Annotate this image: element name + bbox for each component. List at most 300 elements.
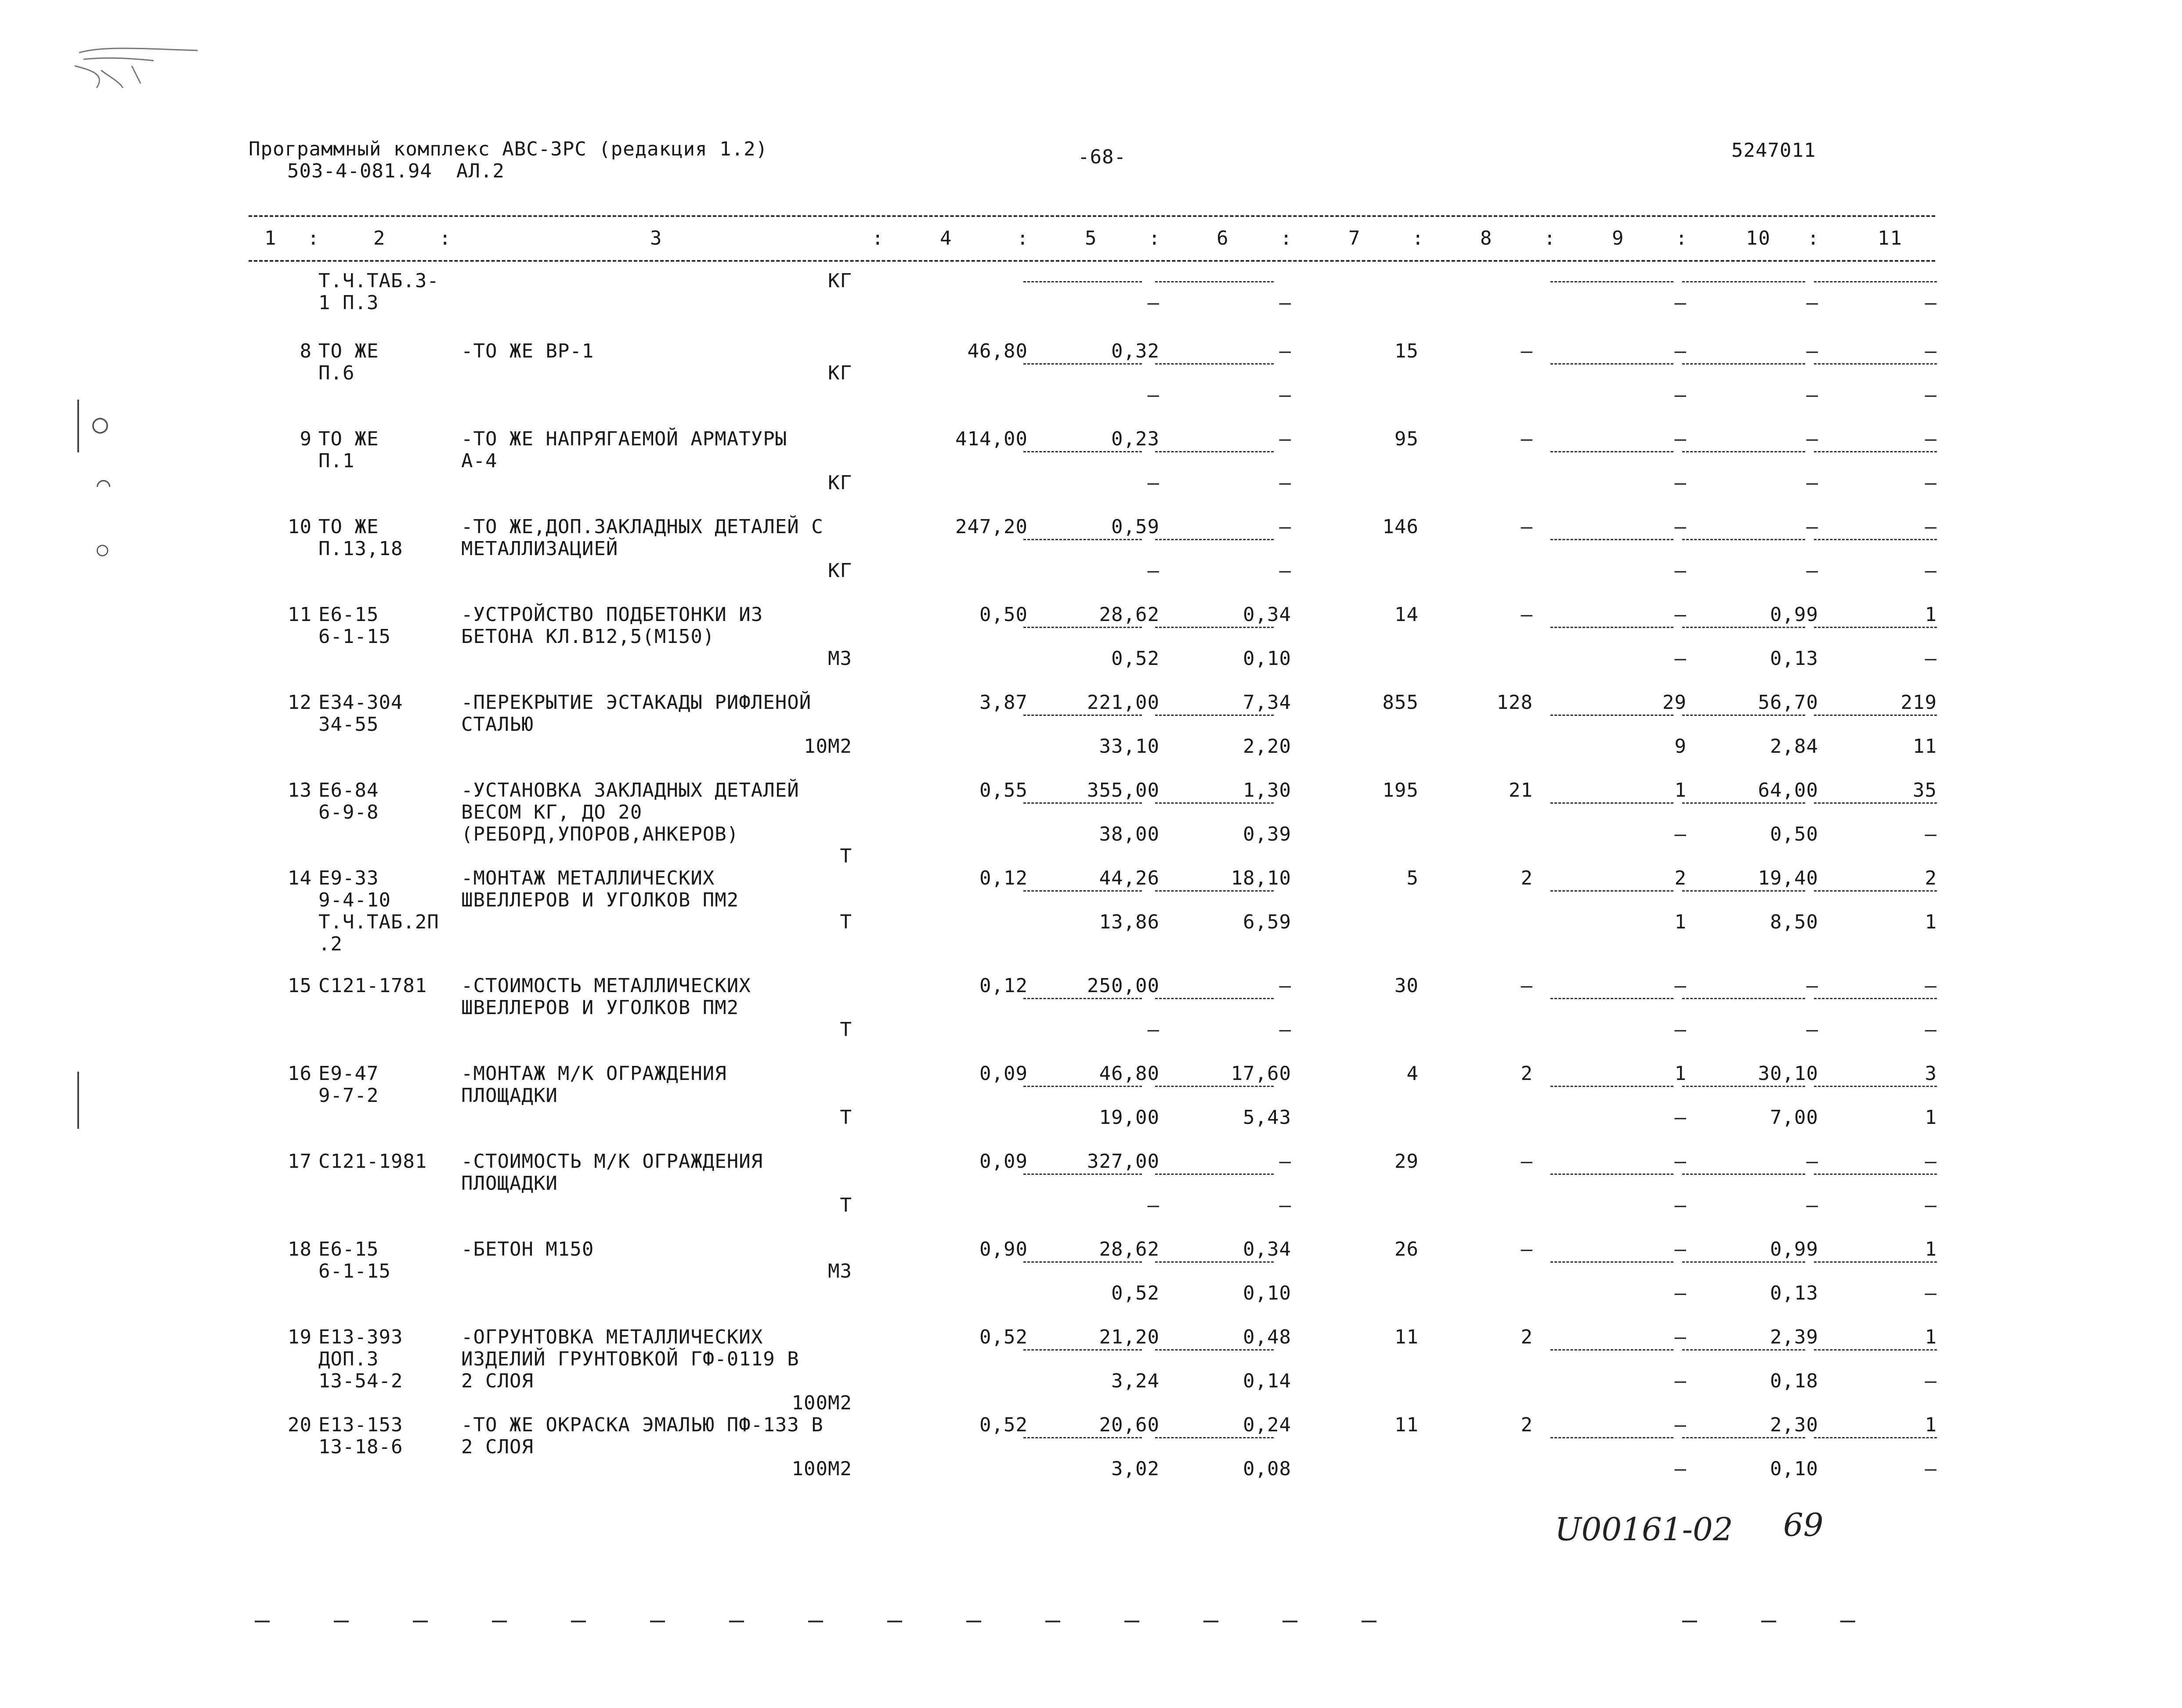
sub-value-c6: – <box>1279 1194 1291 1217</box>
value-c11: 35 <box>1913 779 1937 802</box>
value-divider <box>1682 451 1805 452</box>
row-unit: Т <box>840 1106 852 1129</box>
value-c9: 2 <box>1674 867 1687 889</box>
value-c9: – <box>1674 340 1687 362</box>
sub-value-c11: – <box>1925 292 1937 314</box>
value-qty: 0,55 <box>979 779 1028 802</box>
row-code: Т.Ч.ТАБ.2П <box>318 911 439 933</box>
sub-value-c9: – <box>1674 1018 1687 1041</box>
sub-value-c10: 0,10 <box>1770 1458 1818 1480</box>
value-divider <box>1550 1086 1673 1087</box>
column-separator: : <box>1017 227 1030 249</box>
column-header: 4 <box>940 227 953 249</box>
row-name: ПЛОЩАДКИ <box>461 1084 558 1107</box>
row-code: П.13,18 <box>318 538 403 560</box>
value-c11: 3 <box>1925 1062 1937 1085</box>
value-divider <box>1814 998 1937 999</box>
value-c9: – <box>1674 516 1687 538</box>
sub-value-c5: 19,00 <box>1099 1106 1160 1129</box>
sub-value-c5: – <box>1147 560 1160 582</box>
footer-dash <box>808 1621 823 1622</box>
sub-value-c10: 7,00 <box>1770 1106 1818 1129</box>
sub-value-c6: – <box>1279 292 1291 314</box>
value-c7: 26 <box>1394 1238 1419 1260</box>
row-code: 6-1-15 <box>318 625 391 648</box>
value-c5: 20,60 <box>1099 1414 1160 1436</box>
row-unit: КГ <box>828 270 852 292</box>
sub-value-c10: – <box>1806 1194 1818 1217</box>
document-number: 5247011 <box>1731 139 1816 162</box>
value-c8: 2 <box>1521 867 1533 889</box>
row-number: 11 <box>288 603 312 626</box>
punch-hole-mark: ○ <box>92 408 108 439</box>
row-number: 14 <box>288 867 312 889</box>
value-c8: – <box>1521 516 1533 538</box>
footer-dash <box>334 1621 349 1622</box>
row-name: 2 СЛОЯ <box>461 1370 534 1392</box>
row-name: -МОНТАЖ М/К ОГРАЖДЕНИЯ <box>461 1062 727 1085</box>
value-c7: 4 <box>1406 1062 1419 1085</box>
column-separator: : <box>1807 227 1820 249</box>
column-header: 8 <box>1480 227 1493 249</box>
row-unit: Т <box>840 845 852 867</box>
value-c5: 44,26 <box>1099 867 1160 889</box>
sub-value-c10: – <box>1806 292 1818 314</box>
value-divider <box>1023 1086 1142 1087</box>
value-divider <box>1550 715 1673 716</box>
sub-value-c6: – <box>1279 560 1291 582</box>
value-divider <box>1550 451 1673 452</box>
value-c5: 327,00 <box>1087 1150 1160 1173</box>
column-separator: : <box>1280 227 1293 249</box>
row-number: 13 <box>288 779 312 802</box>
value-c8: – <box>1521 603 1533 626</box>
sub-value-c10: – <box>1806 1018 1818 1041</box>
value-divider <box>1155 1086 1274 1087</box>
footer-dash <box>1124 1621 1139 1622</box>
sub-value-c10: 8,50 <box>1770 911 1818 933</box>
value-c7: 15 <box>1394 340 1419 362</box>
value-c5: 0,23 <box>1111 428 1160 450</box>
row-code: ДОП.3 <box>318 1348 379 1370</box>
value-divider <box>1155 998 1274 999</box>
value-c8: – <box>1521 1238 1533 1260</box>
value-c9: – <box>1674 603 1687 626</box>
value-divider <box>1550 627 1673 628</box>
sub-value-c10: 0,13 <box>1770 1282 1818 1304</box>
value-c6: 0,34 <box>1243 1238 1291 1260</box>
row-name: СТАЛЬЮ <box>461 713 534 736</box>
row-name: -СТОИМОСТЬ МЕТАЛЛИЧЕСКИХ <box>461 975 751 997</box>
footer-dash <box>1203 1621 1218 1622</box>
sub-value-c11: – <box>1925 1194 1937 1217</box>
row-code: 9-4-10 <box>318 889 391 911</box>
value-c10: 2,39 <box>1770 1326 1818 1348</box>
value-c5: 28,62 <box>1099 603 1160 626</box>
margin-bar <box>77 1072 79 1129</box>
value-c11: – <box>1925 516 1937 538</box>
sub-value-c5: – <box>1147 384 1160 406</box>
value-c9: – <box>1674 1150 1687 1173</box>
value-c9: – <box>1674 1238 1687 1260</box>
value-divider <box>1550 1349 1673 1351</box>
value-c10: 0,99 <box>1770 603 1818 626</box>
value-c5: 0,32 <box>1111 340 1160 362</box>
value-divider <box>1023 890 1142 892</box>
column-header: 11 <box>1878 227 1903 249</box>
value-qty: 247,20 <box>955 516 1028 538</box>
sub-value-c5: 0,52 <box>1111 1282 1160 1304</box>
value-divider <box>1023 715 1142 716</box>
row-name: -ОГРУНТОВКА МЕТАЛЛИЧЕСКИХ <box>461 1326 763 1348</box>
value-divider <box>1814 1437 1937 1438</box>
sub-value-c10: 0,50 <box>1770 823 1818 845</box>
value-divider <box>1023 1261 1142 1263</box>
value-c8: 21 <box>1509 779 1533 802</box>
value-divider <box>1023 451 1142 452</box>
row-name: -ПЕРЕКРЫТИЕ ЭСТАКАДЫ РИФЛЕНОЙ <box>461 691 812 714</box>
footer-dash <box>650 1621 665 1622</box>
row-number: 10 <box>288 516 312 538</box>
sub-value-c9: – <box>1674 1458 1687 1480</box>
value-c8: 2 <box>1521 1062 1533 1085</box>
row-code: 13-54-2 <box>318 1370 403 1392</box>
sub-value-c9: – <box>1674 823 1687 845</box>
sub-value-c11: – <box>1925 1458 1937 1480</box>
sub-value-c11: – <box>1925 823 1937 845</box>
row-number: 16 <box>288 1062 312 1085</box>
value-divider <box>1155 627 1274 628</box>
sub-value-c5: – <box>1147 292 1160 314</box>
row-code: С121-1781 <box>318 975 427 997</box>
margin-bar <box>77 400 79 452</box>
value-c9: – <box>1674 1326 1687 1348</box>
value-c11: – <box>1925 428 1937 450</box>
table-header-rule <box>249 260 1935 262</box>
value-c8: – <box>1521 1150 1533 1173</box>
scribble-icon <box>66 40 206 101</box>
row-name: -УСТАНОВКА ЗАКЛАДНЫХ ДЕТАЛЕЙ <box>461 779 799 802</box>
value-c6: – <box>1279 1150 1291 1173</box>
row-code: Е34-304 <box>318 691 403 714</box>
sub-value-c6: 0,08 <box>1243 1458 1291 1480</box>
sub-value-c6: – <box>1279 1018 1291 1041</box>
row-code: Е13-153 <box>318 1414 403 1436</box>
column-separator: : <box>1544 227 1557 249</box>
value-c5: 0,59 <box>1111 516 1160 538</box>
value-c10: 0,99 <box>1770 1238 1818 1260</box>
row-name: ШВЕЛЛЕРОВ И УГОЛКОВ ПМ2 <box>461 889 739 911</box>
value-divider <box>1682 281 1805 282</box>
row-name: -МОНТАЖ МЕТАЛЛИЧЕСКИХ <box>461 867 715 889</box>
value-c8: – <box>1521 340 1533 362</box>
value-divider <box>1814 1174 1937 1175</box>
sub-value-c6: 0,39 <box>1243 823 1291 845</box>
value-divider <box>1023 1437 1142 1438</box>
sub-value-c9: – <box>1674 647 1687 670</box>
row-name: БЕТОНА КЛ.В12,5(М150) <box>461 625 715 648</box>
value-divider <box>1682 1174 1805 1175</box>
value-c9: 1 <box>1674 779 1687 802</box>
row-unit: Т <box>840 1194 852 1217</box>
value-divider <box>1682 998 1805 999</box>
value-c11: – <box>1925 975 1937 997</box>
column-header: 5 <box>1085 227 1098 249</box>
value-divider <box>1814 1349 1937 1351</box>
value-divider <box>1550 281 1673 282</box>
value-qty: 0,52 <box>979 1414 1028 1436</box>
value-divider <box>1155 281 1274 282</box>
sub-value-c9: – <box>1674 1106 1687 1129</box>
sub-value-c5: – <box>1147 1194 1160 1217</box>
sub-value-c9: – <box>1674 1370 1687 1392</box>
value-divider <box>1155 1349 1274 1351</box>
value-divider <box>1550 998 1673 999</box>
value-c7: 11 <box>1394 1326 1419 1348</box>
column-separator: : <box>439 227 452 249</box>
row-name: МЕТАЛЛИЗАЦИЕЙ <box>461 538 618 560</box>
value-c6: 1,30 <box>1243 779 1291 802</box>
row-number: 18 <box>288 1238 312 1260</box>
value-divider <box>1023 539 1142 540</box>
row-name: ИЗДЕЛИЙ ГРУНТОВКОЙ ГФ-0119 В <box>461 1348 799 1370</box>
sub-value-c6: – <box>1279 472 1291 494</box>
row-name: -БЕТОН М150 <box>461 1238 594 1260</box>
value-divider <box>1682 627 1805 628</box>
row-number: 12 <box>288 691 312 714</box>
value-qty: 46,80 <box>967 340 1028 362</box>
sub-value-c6: 0,14 <box>1243 1370 1291 1392</box>
row-unit: Т <box>840 911 852 933</box>
row-number: 17 <box>288 1150 312 1173</box>
footer-dash <box>1682 1621 1697 1622</box>
value-c5: 28,62 <box>1099 1238 1160 1260</box>
value-divider <box>1682 1349 1805 1351</box>
value-c8: 2 <box>1521 1414 1533 1436</box>
value-c6: – <box>1279 340 1291 362</box>
value-divider <box>1155 451 1274 452</box>
value-c5: 46,80 <box>1099 1062 1160 1085</box>
punch-hole-mark: ○ <box>97 538 108 560</box>
value-c10: – <box>1806 1150 1818 1173</box>
value-divider <box>1682 890 1805 892</box>
sub-value-c11: – <box>1925 560 1937 582</box>
sub-value-c11: – <box>1925 384 1937 406</box>
footer-dash <box>1362 1621 1376 1622</box>
row-code: С121-1981 <box>318 1150 427 1173</box>
footer-dash <box>1045 1621 1060 1622</box>
column-separator: : <box>1412 227 1425 249</box>
value-c6: 0,48 <box>1243 1326 1291 1348</box>
value-c9: 1 <box>1674 1062 1687 1085</box>
sub-value-c10: – <box>1806 384 1818 406</box>
sub-value-c6: 5,43 <box>1243 1106 1291 1129</box>
value-divider <box>1550 1261 1673 1263</box>
footer-dash <box>571 1621 586 1622</box>
row-number: 20 <box>288 1414 312 1436</box>
value-divider <box>1814 539 1937 540</box>
value-divider <box>1155 1174 1274 1175</box>
sub-value-c5: 38,00 <box>1099 823 1160 845</box>
row-name: -ТО ЖЕ НАПРЯГАЕМОЙ АРМАТУРЫ <box>461 428 788 450</box>
sub-value-c11: – <box>1925 1018 1937 1041</box>
value-c9: – <box>1674 428 1687 450</box>
value-c7: 30 <box>1394 975 1419 997</box>
value-divider <box>1550 363 1673 365</box>
sub-value-c9: – <box>1674 472 1687 494</box>
value-c10: – <box>1806 975 1818 997</box>
value-c9: – <box>1674 975 1687 997</box>
value-c5: 355,00 <box>1087 779 1160 802</box>
value-c10: – <box>1806 516 1818 538</box>
sub-value-c10: 0,13 <box>1770 647 1818 670</box>
value-divider <box>1682 1437 1805 1438</box>
row-code: П.6 <box>318 362 355 384</box>
column-header: 10 <box>1746 227 1771 249</box>
row-name: -ТО ЖЕ,ДОП.ЗАКЛАДНЫХ ДЕТАЛЕЙ С <box>461 516 824 538</box>
sub-value-c6: 0,10 <box>1243 647 1291 670</box>
page-number: -68- <box>1078 146 1126 168</box>
row-unit: КГ <box>828 362 852 384</box>
sub-value-c11: 1 <box>1925 911 1937 933</box>
sub-value-c5: 13,86 <box>1099 911 1160 933</box>
row-code: Е6-15 <box>318 603 379 626</box>
sub-value-c9: – <box>1674 1282 1687 1304</box>
column-separator: : <box>307 227 320 249</box>
corner-scribble <box>66 40 206 101</box>
value-c11: 1 <box>1925 1238 1937 1260</box>
value-c11: – <box>1925 1150 1937 1173</box>
value-c6: – <box>1279 516 1291 538</box>
row-code: Т.Ч.ТАБ.3- <box>318 270 439 292</box>
column-header: 9 <box>1612 227 1625 249</box>
row-unit: КГ <box>828 560 852 582</box>
row-name: (РЕБОРД,УПОРОВ,АНКЕРОВ) <box>461 823 739 845</box>
value-c10: 64,00 <box>1758 779 1818 802</box>
row-name: -УСТРОЙСТВО ПОДБЕТОНКИ ИЗ <box>461 603 763 626</box>
sub-value-c11: 11 <box>1913 735 1937 758</box>
sub-value-c10: – <box>1806 560 1818 582</box>
value-divider <box>1155 890 1274 892</box>
row-code: 13-18-6 <box>318 1436 403 1458</box>
value-qty: 0,09 <box>979 1150 1028 1173</box>
value-c10: – <box>1806 340 1818 362</box>
row-unit: КГ <box>828 472 852 494</box>
value-divider <box>1814 627 1937 628</box>
sub-value-c6: 6,59 <box>1243 911 1291 933</box>
value-c7: 11 <box>1394 1414 1419 1436</box>
footer-dash <box>1761 1621 1776 1622</box>
row-code: Е6-84 <box>318 779 379 802</box>
value-c10: – <box>1806 428 1818 450</box>
row-code: 34-55 <box>318 713 379 736</box>
sub-value-c11: – <box>1925 1282 1937 1304</box>
sub-value-c9: – <box>1674 1194 1687 1217</box>
sub-value-c10: – <box>1806 472 1818 494</box>
value-divider <box>1814 1086 1937 1087</box>
row-number: 19 <box>288 1326 312 1348</box>
value-qty: 0,12 <box>979 867 1028 889</box>
value-c11: – <box>1925 340 1937 362</box>
value-c6: 18,10 <box>1231 867 1291 889</box>
table-top-rule <box>249 215 1935 217</box>
value-divider <box>1682 1261 1805 1263</box>
footer-dash <box>966 1621 981 1622</box>
sub-value-c9: – <box>1674 292 1687 314</box>
row-number: 8 <box>300 340 312 362</box>
footer-dash <box>255 1621 270 1622</box>
column-header: 6 <box>1217 227 1229 249</box>
column-header: 2 <box>373 227 386 249</box>
sub-value-c9: 1 <box>1674 911 1687 933</box>
value-divider <box>1682 715 1805 716</box>
row-unit: 10М2 <box>804 735 852 758</box>
value-divider <box>1814 715 1937 716</box>
value-divider <box>1814 451 1937 452</box>
sub-value-c10: 0,18 <box>1770 1370 1818 1392</box>
value-c6: 0,24 <box>1243 1414 1291 1436</box>
value-c6: – <box>1279 428 1291 450</box>
value-c9: – <box>1674 1414 1687 1436</box>
row-name: ШВЕЛЛЕРОВ И УГОЛКОВ ПМ2 <box>461 997 739 1019</box>
value-divider <box>1814 363 1937 365</box>
value-c10: 56,70 <box>1758 691 1818 714</box>
sub-value-c6: 0,10 <box>1243 1282 1291 1304</box>
project-code: 503-4-081.94 АЛ.2 <box>287 160 505 182</box>
value-qty: 414,00 <box>955 428 1028 450</box>
value-c5: 250,00 <box>1087 975 1160 997</box>
sub-value-c11: 1 <box>1925 1106 1937 1129</box>
sub-value-c10: 2,84 <box>1770 735 1818 758</box>
value-c10: 30,10 <box>1758 1062 1818 1085</box>
row-unit: 100М2 <box>791 1458 852 1480</box>
value-c7: 29 <box>1394 1150 1419 1173</box>
value-c5: 221,00 <box>1087 691 1160 714</box>
footer-dash <box>1840 1621 1855 1622</box>
value-divider <box>1023 998 1142 999</box>
value-divider <box>1155 715 1274 716</box>
sub-value-c5: 3,24 <box>1111 1370 1160 1392</box>
sub-value-c9: 9 <box>1674 735 1687 758</box>
column-separator: : <box>1676 227 1688 249</box>
punch-hole-mark: ◠ <box>97 472 111 498</box>
value-c9: 29 <box>1662 691 1687 714</box>
value-c10: 19,40 <box>1758 867 1818 889</box>
row-name: А-4 <box>461 450 498 472</box>
value-divider <box>1155 802 1274 804</box>
value-divider <box>1682 1086 1805 1087</box>
value-divider <box>1682 802 1805 804</box>
value-c8: – <box>1521 428 1533 450</box>
sub-value-c9: – <box>1674 384 1687 406</box>
value-c7: 855 <box>1382 691 1419 714</box>
value-divider <box>1023 363 1142 365</box>
column-header: 1 <box>264 227 277 249</box>
value-divider <box>1550 539 1673 540</box>
value-divider <box>1814 890 1937 892</box>
value-divider <box>1155 539 1274 540</box>
row-name: -ТО ЖЕ ВР-1 <box>461 340 594 362</box>
value-c7: 5 <box>1406 867 1419 889</box>
row-number: 15 <box>288 975 312 997</box>
value-c10: 2,30 <box>1770 1414 1818 1436</box>
handwritten-code: U00161-02 <box>1555 1511 1733 1548</box>
row-name: ВЕСОМ КГ, ДО 20 <box>461 801 643 823</box>
value-c6: 17,60 <box>1231 1062 1291 1085</box>
sub-value-c9: – <box>1674 560 1687 582</box>
program-title: Программный комплекс АВС-3РС (редакция 1.2) <box>249 138 768 160</box>
row-code: Е13-393 <box>318 1326 403 1348</box>
